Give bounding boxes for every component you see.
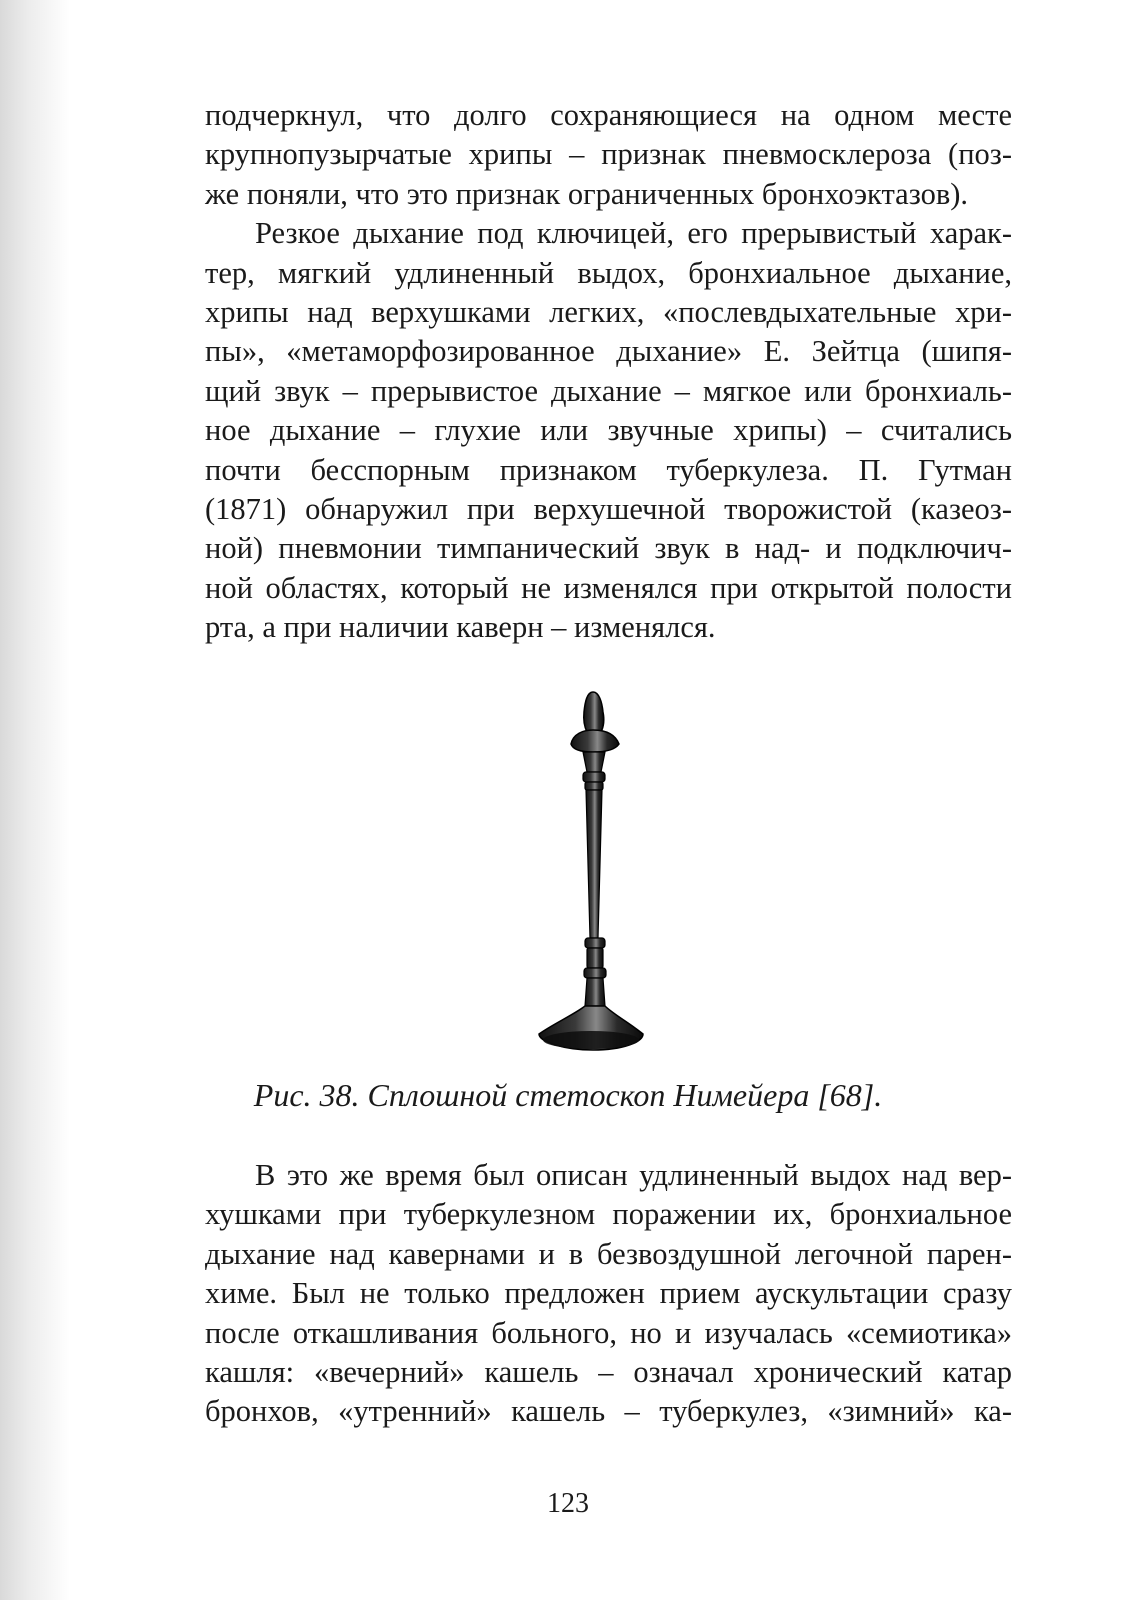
- top-text-block: [205, 96, 1012, 647]
- text-line: пы», «метаморфозированное дыхание» Е. Зейтца (шипя-: [205, 334, 1012, 369]
- figure-caption: Рис. 38. Сплошной стетоскоп Нимейера [68].: [253, 1077, 883, 1113]
- text-line: химе. Был не только предложен прием аускультации сразу: [205, 1276, 1012, 1311]
- text-line: тер, мягкий удлиненный выдох, бронхиальное дыхание,: [205, 255, 1012, 290]
- text-line: после откашливания больного, но и изучалась «семиотика»: [205, 1315, 1012, 1350]
- text-line: почти бесспорным признаком туберкулеза. П. Гутман: [205, 452, 1012, 487]
- text-line: ной областях, который не изменялся при открытой полости: [205, 570, 1012, 605]
- text-line: крупнопузырчатые хрипы – признак пневмосклероза (поз-: [205, 137, 1012, 172]
- text-line: рта, а при наличии каверн – изменялся.: [205, 610, 716, 645]
- stethoscope-illustration: [535, 688, 645, 1060]
- text-line: кашля: «вечерний» кашель – означал хронический катар: [205, 1354, 1012, 1389]
- text-line: же поняли, что это признак ограниченных бронхоэктазов).: [205, 176, 969, 211]
- text-line: щий звук – прерывистое дыхание – мягкое или бронхиаль-: [205, 373, 1012, 408]
- text-line: (1871) обнаружил при верхушечной творожистой (казеоз-: [205, 491, 1012, 526]
- text-line: хушками при туберкулезном поражении их, бронхиальное: [205, 1197, 1012, 1232]
- text-line: бронхов, «утренний» кашель – туберкулез, «зимний» ка-: [205, 1394, 1012, 1429]
- text-line: ное дыхание – глухие или звучные хрипы) – считались: [205, 413, 1012, 448]
- page-gutter-shadow: [0, 0, 70, 1600]
- page-number: 123: [547, 1488, 589, 1519]
- text-line: дыхание над кавернами и в безвоздушной легочной парен-: [205, 1236, 1012, 1271]
- text-line: хрипы над верхушками легких, «послевдыхательные хри-: [205, 294, 1012, 329]
- text-line: В это же время был описан удлиненный выдох над вер-: [255, 1158, 1012, 1192]
- text-line: Резкое дыхание под ключицей, его прерывистый харак-: [255, 216, 1012, 251]
- text-line: ной) пневмонии тимпанический звук в над- и подключич-: [205, 531, 1012, 566]
- bottom-text-block: [205, 1156, 1012, 1432]
- text-line: подчеркнул, что долго сохраняющиеся на одном месте: [205, 98, 1012, 132]
